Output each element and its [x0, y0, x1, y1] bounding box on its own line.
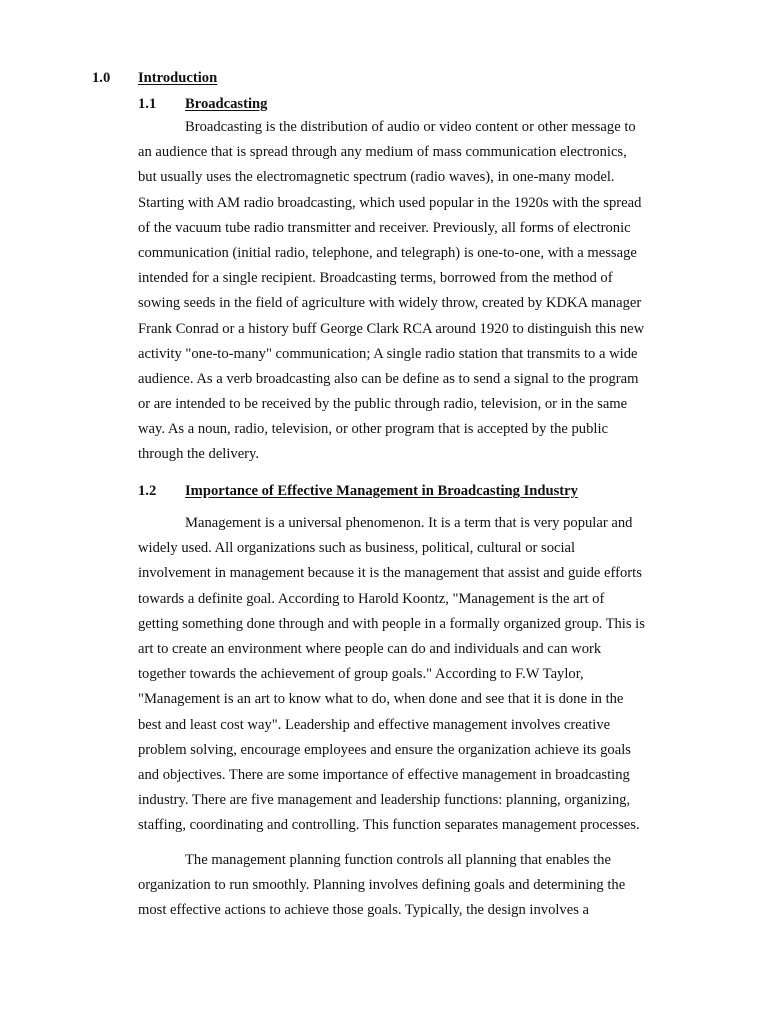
section-number: 1.1 — [138, 96, 157, 112]
paragraph-line: sowing seeds in the field of agriculture with widely throw, created by KDKA manager — [138, 295, 642, 312]
paragraph-line: intended for a single recipient. Broadcasting terms, borrowed from the method of — [138, 270, 613, 287]
paragraph-line: most effective actions to achieve those goals. Typically, the design involves a — [138, 902, 589, 919]
paragraph-line: Frank Conrad or a history buff George Clark RCA around 1920 to distinguish this new — [138, 320, 645, 337]
paragraph-line: The management planning function controls all planning that enables the — [185, 852, 611, 868]
paragraph-line: staffing, coordinating and controlling. This function separates management processes. — [138, 817, 640, 834]
paragraph-line: art to create an environment where people can do and individuals and can work — [138, 640, 602, 657]
paragraph-line: Starting with AM radio broadcasting, which used popular in the 1920s with the spread — [138, 194, 642, 211]
paragraph-line: problem solving, encourage employees and ensure the organization achieve its goals — [138, 741, 631, 758]
paragraph-line: Broadcasting is the distribution of audio or video content or other message to — [185, 119, 636, 135]
paragraph-line: widely used. All organizations such as business, political, cultural or social — [138, 540, 576, 557]
paragraph-line: towards a definite goal. According to Harold Koontz, "Management is the art of — [138, 590, 605, 607]
broadcasting-paragraph — [138, 115, 678, 468]
paragraph-line: best and least cost way". Leadership and effective management involves creative — [138, 716, 611, 733]
section-number: 1.0 — [92, 70, 111, 86]
section-number: 1.2 — [138, 483, 157, 499]
paragraph-line: getting something done through and with people in a formally organized group. This is — [138, 615, 645, 632]
paragraph-line: "Management is an art to know what to do, when done and see that it is done in the — [138, 691, 624, 708]
paragraph-line: an audience that is spread through any medium of mass communication electronics, — [138, 144, 627, 161]
paragraph-line: audience. As a verb broadcasting also can be define as to send a signal to the program — [138, 370, 639, 387]
paragraph-line: organization to run smoothly. Planning involves defining goals and determining the — [138, 877, 626, 894]
paragraph-line: Management is a universal phenomenon. It is a term that is very popular and — [185, 515, 633, 531]
section-title: Introduction — [138, 70, 218, 86]
planning-paragraph — [138, 848, 678, 924]
paragraph-line: industry. There are five management and leadership functions: planning, organizing, — [138, 792, 631, 809]
paragraph-line: way. As a noun, radio, television, or other program that is accepted by the public — [138, 421, 608, 438]
paragraph-line: but usually uses the electromagnetic spectrum (radio waves), in one-many model. — [138, 169, 615, 186]
section-title: Importance of Effective Management in Broadcasting Industry — [185, 483, 578, 499]
paragraph-line: and objectives. There are some importance of effective management in broadcasting — [138, 766, 630, 783]
paragraph-line: communication (initial radio, telephone, and telegraph) is one-to-one, with a message — [138, 244, 637, 261]
paragraph-line: involvement in management because it is the management that assist and guide efforts — [138, 565, 642, 582]
management-paragraph — [138, 511, 678, 838]
paragraph-line: together towards the achievement of group goals." According to F.W Taylor, — [138, 666, 584, 683]
paragraph-line: or are intended to be received by the public through radio, television, or in the same — [138, 396, 628, 413]
paragraph-line: through the delivery. — [138, 446, 260, 463]
section-title: Broadcasting — [185, 96, 268, 112]
paragraph-line: of the vacuum tube radio transmitter and receiver. Previously, all forms of electronic — [138, 219, 631, 236]
paragraph-line: activity "one-to-many" communication; A single radio station that transmits to a wide — [138, 345, 638, 362]
